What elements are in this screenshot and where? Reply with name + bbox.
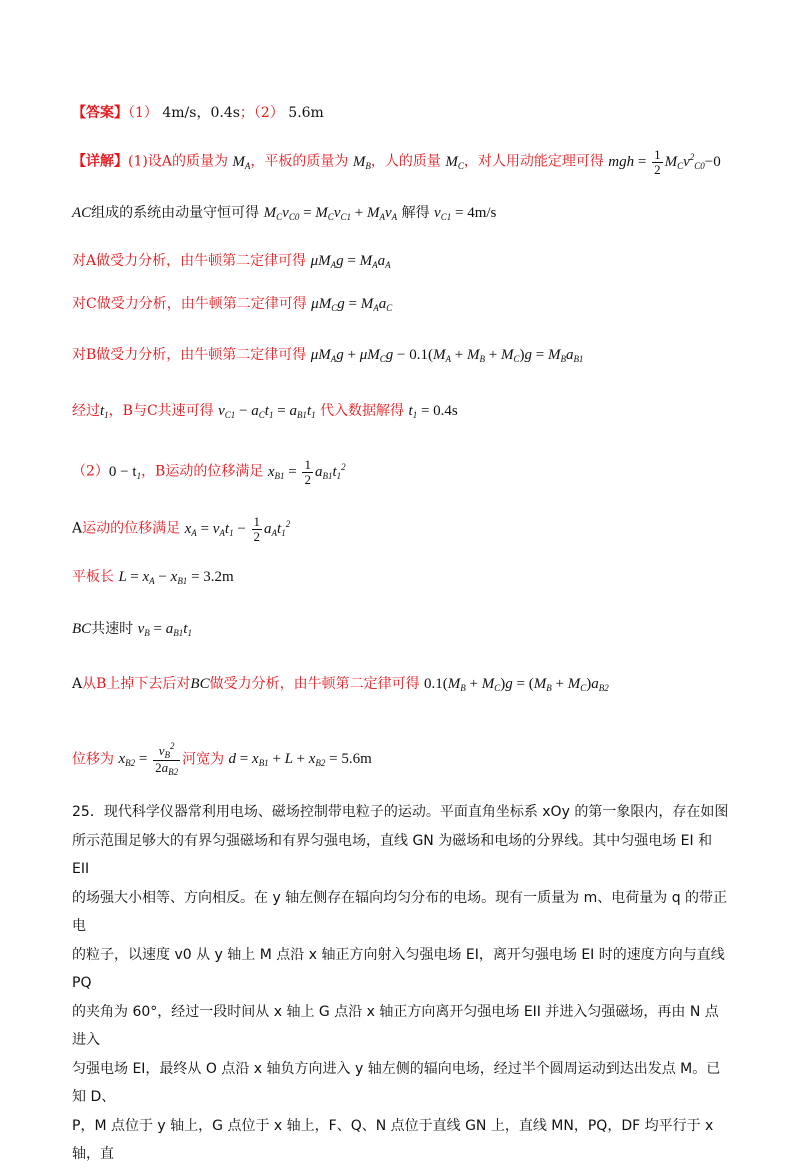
text: 对B做受力分析，由牛顿第二定律可得 <box>72 347 307 363</box>
answer-line <box>72 106 324 120</box>
text: 运动的位移满足 <box>82 520 181 537</box>
detail-line-2 <box>72 206 496 222</box>
detail-line-6 <box>72 404 458 420</box>
detail-line-9 <box>72 570 234 586</box>
problem-line <box>72 798 732 827</box>
detail-line-1 <box>72 148 721 176</box>
detail-tag: 【详解】 <box>72 153 128 170</box>
result: = 4m/s <box>454 205 497 221</box>
detail-intro: (1)设A的质量为 <box>128 153 228 170</box>
fraction-denominator: 2 <box>654 161 661 177</box>
fraction: $\frac{v_B^2}{2a_{B2}}$ <box>155 741 179 778</box>
formula: $L = x_A - x_{B1} = 3.2m$ <box>118 569 234 586</box>
problem-line: P，M 点位于 y 轴上，G 点位于 x 轴上，F、Q、N 点位于直线 GN 上，直线 MN，PQ，DF 均平行于 x 轴，直 <box>72 1117 714 1162</box>
text: 做受力分析，由牛顿第二定律可得 <box>209 676 420 692</box>
answer-value-2: 0.4s <box>210 105 240 121</box>
formula: $x_{B2}$ = $\frac{v_B^2}{2a_{B2}}$ <box>118 741 179 778</box>
formula: $t_1$ <box>100 403 109 420</box>
formula: $M_A$ <box>232 153 251 171</box>
result: = 5.6m <box>329 751 372 768</box>
formula: $M_B$ <box>352 153 371 171</box>
formula: $M_Cv_{C0} = M_Cv_{C1} + M_Av_A$ <box>263 205 398 222</box>
formula: $v_B = a_{B1}t_1$ <box>137 621 192 638</box>
answer-value-1: 4m/s <box>162 105 197 121</box>
formula: $0.1(M_B + M_C)g = (M_B + M_C)a_{B2}$ <box>424 676 609 693</box>
formula: BC <box>190 676 210 692</box>
fraction <box>652 148 663 176</box>
text: 组成的系统由动量守恒可得 <box>91 205 260 221</box>
answer-tag: 【答案】 <box>72 105 128 121</box>
detail-line-10 <box>72 622 192 638</box>
answer-value-3: 5.6m <box>288 105 324 121</box>
detail-line-11 <box>72 677 609 693</box>
text: 共速时 <box>91 621 134 637</box>
formula: AC <box>72 205 92 221</box>
text: ，B运动的位移满足 <box>141 463 264 480</box>
fraction: $\frac{1}{2}$ <box>304 457 311 487</box>
text: 经过 <box>72 403 100 419</box>
text: 解得 <box>401 205 430 221</box>
formula: $d = x_{B1} + L + x_{B2} = 5.6m$ <box>228 751 372 769</box>
formula: $x_A = v_At_1$ − $\frac{1}{2}$ $a_At_1^2$ <box>184 514 291 544</box>
fraction: $\frac{1}{2}$ <box>253 514 261 544</box>
formula: $\mu M_Ag + \mu M_Cg - 0.1(M_A + M_B + M_C)g = M_Ba_{B1}$ <box>310 347 584 364</box>
formula: BC <box>72 621 92 637</box>
text: 从B上掉下去后对 <box>82 676 191 692</box>
text: A <box>72 520 83 537</box>
formula-part: 0 − t <box>108 463 137 480</box>
formula: $v_{C1} = 4m/s$ <box>434 205 497 222</box>
formula: $\mu M_Cg = M_Aa_C$ <box>311 296 393 313</box>
text: 对A做受力分析，由牛顿第二定律可得 <box>72 253 307 269</box>
detail-text: ，平板的质量为 <box>250 153 349 170</box>
detail-line-7 <box>72 458 346 486</box>
problem-line: 的场强大小相等、方向相反。在 y 轴左侧存在辐向均匀分布的电场。现有一质量为 m、电荷量为 q 的带正电 <box>72 889 728 934</box>
formula: $t_1 = 0.4s$ <box>408 403 458 420</box>
result: = 0.4s <box>420 403 458 419</box>
formula: $0 - t_1$ <box>108 463 142 481</box>
answer-sep: ； <box>239 105 254 121</box>
answer-part2: （2） <box>253 105 284 121</box>
detail-line-5 <box>72 348 583 364</box>
problem-line: 匀强电场 EI，最终从 O 点沿 x 轴负方向进入 y 轴左侧的辐向电场，经过半个圆周运动到达出发点 M。已知 D、 <box>72 1060 721 1105</box>
detail-line-8 <box>72 515 290 543</box>
formula: mgh = $\frac{1}{2}$ $M_Cv^2_{C0}-0$ <box>608 147 721 177</box>
text: A <box>72 676 83 692</box>
detail-line-12 <box>72 742 372 778</box>
problem-number: 25． <box>72 804 104 820</box>
text: 河宽为 <box>182 751 225 768</box>
text: ，B与C共速可得 <box>108 403 214 419</box>
detail-text: ，对人用动能定理可得 <box>463 153 604 170</box>
text: 位移为 <box>72 751 114 768</box>
fraction-numerator: 1 <box>654 147 661 162</box>
answer-sep: ， <box>196 105 211 121</box>
result: = 3.2m <box>191 569 234 585</box>
text: （2） <box>72 463 109 480</box>
detail-line-3 <box>72 254 391 270</box>
formula: $\mu M_Ag = M_Aa_A$ <box>310 253 391 270</box>
formula-tail: −0 <box>704 153 721 170</box>
text: 平板长 <box>72 569 114 585</box>
formula: $M_C$ <box>445 153 464 171</box>
formula: $x_{B1}$ = $\frac{1}{2}$ $a_{B1}t_1^2$ <box>267 457 346 487</box>
text: 代入数据解得 <box>320 403 405 419</box>
detail-text: ，人的质量 <box>370 153 441 170</box>
text: 对C做受力分析，由牛顿第二定律可得 <box>72 296 307 312</box>
problem-line: 的夹角为 60°，经过一段时间从 x 轴上 G 点沿 x 轴正方向离开匀强电场 EII 并进入匀强磁场，再由 N 点进入 <box>72 1003 719 1048</box>
problem-line: 的粒子，以速度 v0 从 y 轴上 M 点沿 x 轴正方向射入匀强电场 EI，离开匀强电场 EI 时的速度方向与直线 PQ <box>72 946 725 991</box>
answer-part1: （1） <box>128 105 158 121</box>
problem-line: 所示范围足够大的有界匀强磁场和有界匀强电场，直线 GN 为磁场和电场的分界线。其中匀强电场 EI 和 EII <box>72 832 713 877</box>
detail-line-4 <box>72 297 392 313</box>
problem-25 <box>72 798 732 1169</box>
formula: $v_{C1} - a_Ct_1 = a_{B1}t_1$ <box>218 403 316 420</box>
problem-text: 现代科学仪器常利用电场、磁场控制带电粒子的运动。平面直角坐标系 xOy 的第一象限内，存在如图 <box>103 804 729 820</box>
